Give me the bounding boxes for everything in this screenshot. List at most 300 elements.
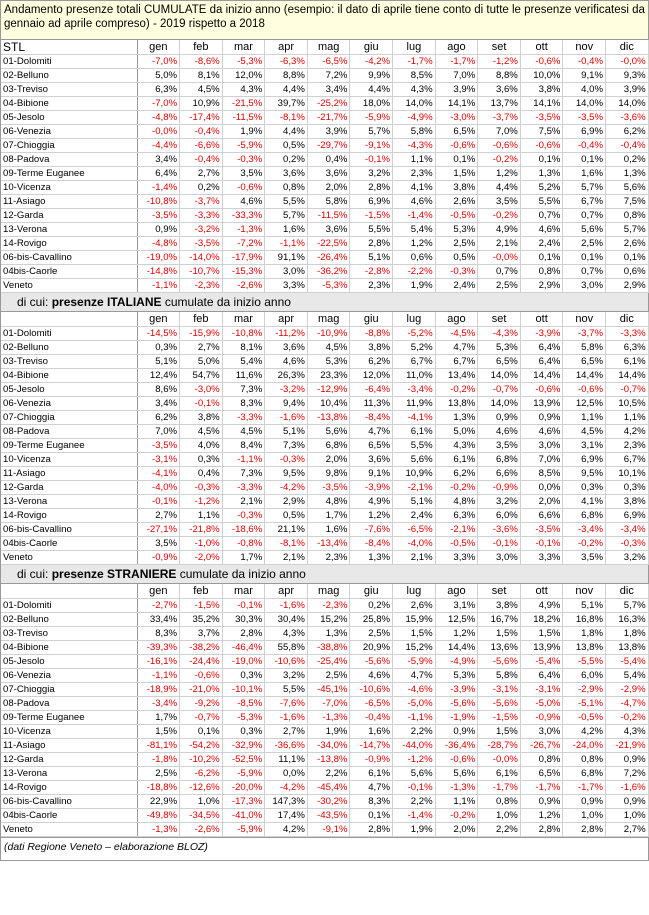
value-cell: -6,5% bbox=[307, 55, 350, 69]
value-cell: 3,0% bbox=[563, 279, 606, 293]
value-cell: -0,8% bbox=[222, 537, 265, 551]
value-cell: -4,6% bbox=[393, 683, 436, 697]
value-cell: -0,6% bbox=[520, 139, 563, 153]
value-cell: -1,5% bbox=[350, 209, 393, 223]
value-cell: 1,6% bbox=[307, 523, 350, 537]
row-label: 04-Bibione bbox=[1, 97, 137, 111]
value-cell: 6,4% bbox=[520, 669, 563, 683]
value-cell: -9,1% bbox=[350, 139, 393, 153]
value-cell: 54,7% bbox=[180, 369, 223, 383]
value-cell: 4,9% bbox=[350, 495, 393, 509]
table-row bbox=[1, 209, 648, 223]
table-row bbox=[1, 83, 648, 97]
value-cell: -2,1% bbox=[435, 523, 478, 537]
value-cell: -54,2% bbox=[180, 739, 223, 753]
value-cell: -5,9% bbox=[222, 139, 265, 153]
value-cell: 2,7% bbox=[606, 823, 649, 837]
value-cell: -0,4% bbox=[606, 139, 649, 153]
value-cell: -1,4% bbox=[393, 209, 436, 223]
table-row bbox=[1, 725, 648, 739]
value-cell: 1,2% bbox=[393, 237, 436, 251]
value-cell: 9,8% bbox=[307, 467, 350, 481]
value-cell: 4,8% bbox=[307, 495, 350, 509]
value-cell: 5,4% bbox=[222, 355, 265, 369]
value-cell: 15,2% bbox=[393, 641, 436, 655]
row-label: 12-Garda bbox=[1, 481, 137, 495]
value-cell: 4,5% bbox=[180, 425, 223, 439]
value-cell: 9,5% bbox=[265, 467, 308, 481]
value-cell: -5,0% bbox=[393, 697, 436, 711]
value-cell: -3,7% bbox=[180, 195, 223, 209]
value-cell: -13,8% bbox=[307, 411, 350, 425]
value-cell: -0,6% bbox=[222, 181, 265, 195]
value-cell: 6,4% bbox=[520, 355, 563, 369]
value-cell: -81,1% bbox=[137, 739, 180, 753]
value-cell: 4,7% bbox=[350, 781, 393, 795]
value-cell: -5,5% bbox=[563, 655, 606, 669]
value-cell: 0,3% bbox=[222, 669, 265, 683]
table-row bbox=[1, 251, 648, 265]
value-cell: -7,0% bbox=[307, 697, 350, 711]
value-cell: 5,2% bbox=[520, 181, 563, 195]
value-cell: 3,6% bbox=[307, 223, 350, 237]
value-cell: 18,0% bbox=[350, 97, 393, 111]
value-cell: -0,9% bbox=[478, 481, 521, 495]
value-cell: 4,9% bbox=[520, 599, 563, 613]
value-cell: 8,3% bbox=[350, 795, 393, 809]
value-cell: -24,0% bbox=[563, 739, 606, 753]
value-cell: 1,6% bbox=[265, 223, 308, 237]
value-cell: -0,4% bbox=[180, 153, 223, 167]
value-cell: -1,7% bbox=[393, 55, 436, 69]
value-cell: -34,0% bbox=[307, 739, 350, 753]
value-cell: 4,8% bbox=[435, 495, 478, 509]
value-cell: 6,5% bbox=[350, 439, 393, 453]
value-cell: 3,8% bbox=[350, 341, 393, 355]
value-cell: -0,6% bbox=[478, 139, 521, 153]
value-cell: -1,6% bbox=[265, 411, 308, 425]
table-row bbox=[1, 823, 648, 837]
table-row bbox=[1, 537, 648, 551]
value-cell: 8,3% bbox=[137, 627, 180, 641]
row-label: 01-Dolomiti bbox=[1, 599, 137, 613]
value-cell: 7,2% bbox=[307, 69, 350, 83]
value-cell: -3,7% bbox=[478, 111, 521, 125]
value-cell: 0,1% bbox=[606, 251, 649, 265]
value-cell: 6,6% bbox=[478, 467, 521, 481]
value-cell: -0,5% bbox=[435, 209, 478, 223]
value-cell: 5,4% bbox=[393, 223, 436, 237]
section-title bbox=[1, 293, 648, 312]
value-cell: 5,0% bbox=[435, 425, 478, 439]
value-cell: 5,1% bbox=[393, 495, 436, 509]
value-cell: -3,2% bbox=[180, 223, 223, 237]
value-cell: 6,2% bbox=[137, 411, 180, 425]
value-cell: -0,1% bbox=[520, 537, 563, 551]
value-cell: -25,2% bbox=[307, 97, 350, 111]
value-cell: 2,8% bbox=[520, 823, 563, 837]
value-cell: -10,2% bbox=[180, 753, 223, 767]
value-cell: 5,7% bbox=[350, 125, 393, 139]
value-cell: 17,4% bbox=[265, 809, 308, 823]
value-cell: 6,3% bbox=[137, 83, 180, 97]
value-cell: 3,6% bbox=[307, 167, 350, 181]
value-cell: 7,5% bbox=[606, 195, 649, 209]
value-cell: 4,2% bbox=[265, 823, 308, 837]
value-cell: -10,8% bbox=[137, 195, 180, 209]
section-prefix: di cui: bbox=[17, 295, 52, 309]
value-cell: 2,5% bbox=[563, 237, 606, 251]
month-header: lug bbox=[393, 40, 436, 55]
value-cell: 4,4% bbox=[350, 83, 393, 97]
value-cell: -1,9% bbox=[435, 711, 478, 725]
value-cell: 4,0% bbox=[563, 83, 606, 97]
month-header: ott bbox=[520, 40, 563, 55]
value-cell: -3,9% bbox=[520, 327, 563, 341]
value-cell: -4,0% bbox=[137, 481, 180, 495]
value-cell: -52,5% bbox=[222, 753, 265, 767]
value-cell: -1,5% bbox=[478, 711, 521, 725]
value-cell: 8,3% bbox=[222, 397, 265, 411]
value-cell: 5,1% bbox=[350, 251, 393, 265]
header-label bbox=[1, 312, 137, 327]
value-cell: -32,9% bbox=[222, 739, 265, 753]
table-row bbox=[1, 153, 648, 167]
table-row bbox=[1, 753, 648, 767]
section-emphasis: presenze ITALIANE bbox=[51, 295, 162, 309]
value-cell: -0,1% bbox=[180, 397, 223, 411]
value-cell: 4,0% bbox=[180, 439, 223, 453]
value-cell: 1,5% bbox=[435, 167, 478, 181]
table-row bbox=[1, 167, 648, 181]
value-cell: 6,8% bbox=[478, 453, 521, 467]
row-label: 10-Vicenza bbox=[1, 453, 137, 467]
value-cell: 9,1% bbox=[350, 467, 393, 481]
value-cell: -3,0% bbox=[180, 383, 223, 397]
value-cell: 7,3% bbox=[222, 467, 265, 481]
table-row bbox=[1, 453, 648, 467]
value-cell: 8,4% bbox=[222, 439, 265, 453]
value-cell: 5,1% bbox=[563, 599, 606, 613]
table-row bbox=[1, 139, 648, 153]
value-cell: -1,2% bbox=[180, 495, 223, 509]
value-cell: -5,1% bbox=[563, 697, 606, 711]
value-cell: 0,9% bbox=[478, 411, 521, 425]
value-cell: 1,8% bbox=[606, 627, 649, 641]
table-row bbox=[1, 467, 648, 481]
value-cell: -0,5% bbox=[435, 537, 478, 551]
value-cell: -0,1% bbox=[137, 495, 180, 509]
row-label: 06-Venezia bbox=[1, 397, 137, 411]
value-cell: 9,3% bbox=[606, 69, 649, 83]
value-cell: 0,7% bbox=[520, 209, 563, 223]
value-cell: -14,0% bbox=[180, 251, 223, 265]
value-cell: 8,8% bbox=[478, 69, 521, 83]
value-cell: -0,9% bbox=[137, 551, 180, 565]
value-cell: -18,9% bbox=[137, 683, 180, 697]
value-cell: -8,6% bbox=[180, 55, 223, 69]
value-cell: 4,3% bbox=[393, 83, 436, 97]
table-row bbox=[1, 341, 648, 355]
value-cell: 6,2% bbox=[606, 125, 649, 139]
month-header: mag bbox=[307, 40, 350, 55]
value-cell: 14,4% bbox=[606, 369, 649, 383]
value-cell: 3,9% bbox=[307, 125, 350, 139]
value-cell: 13,4% bbox=[435, 369, 478, 383]
value-cell: -0,4% bbox=[563, 139, 606, 153]
value-cell: 5,3% bbox=[307, 355, 350, 369]
value-cell: 0,7% bbox=[478, 265, 521, 279]
value-cell: 3,8% bbox=[478, 599, 521, 613]
value-cell: -5,9% bbox=[222, 767, 265, 781]
value-cell: 0,8% bbox=[520, 265, 563, 279]
value-cell: 5,3% bbox=[435, 669, 478, 683]
value-cell: -3,5% bbox=[137, 209, 180, 223]
value-cell: 5,2% bbox=[393, 341, 436, 355]
value-cell: 4,5% bbox=[222, 425, 265, 439]
value-cell: 3,8% bbox=[606, 495, 649, 509]
value-cell: 0,4% bbox=[180, 467, 223, 481]
data-table bbox=[1, 40, 649, 837]
table-row bbox=[1, 237, 648, 251]
value-cell: -0,3% bbox=[180, 481, 223, 495]
value-cell: 3,0% bbox=[520, 439, 563, 453]
value-cell: 2,0% bbox=[435, 823, 478, 837]
value-cell: -24,4% bbox=[180, 655, 223, 669]
value-cell: 12,0% bbox=[222, 69, 265, 83]
table-row bbox=[1, 69, 648, 83]
value-cell: -2,9% bbox=[606, 683, 649, 697]
value-cell: -5,2% bbox=[393, 327, 436, 341]
value-cell: -16,1% bbox=[137, 655, 180, 669]
value-cell: 3,1% bbox=[563, 439, 606, 453]
value-cell: 4,3% bbox=[606, 725, 649, 739]
value-cell: -1,1% bbox=[222, 453, 265, 467]
value-cell: -15,9% bbox=[180, 327, 223, 341]
row-label: 08-Padova bbox=[1, 153, 137, 167]
value-cell: 3,6% bbox=[478, 83, 521, 97]
value-cell: -4,1% bbox=[137, 467, 180, 481]
value-cell: 33,4% bbox=[137, 613, 180, 627]
value-cell: 3,4% bbox=[137, 153, 180, 167]
value-cell: 0,2% bbox=[180, 181, 223, 195]
value-cell: 2,1% bbox=[478, 237, 521, 251]
month-header: feb bbox=[180, 584, 223, 599]
value-cell: -4,3% bbox=[478, 327, 521, 341]
value-cell: 13,9% bbox=[520, 397, 563, 411]
value-cell: 6,2% bbox=[350, 355, 393, 369]
month-header-row bbox=[1, 584, 648, 599]
value-cell: 6,4% bbox=[520, 341, 563, 355]
table-row bbox=[1, 125, 648, 139]
value-cell: 2,0% bbox=[307, 181, 350, 195]
value-cell: -1,3% bbox=[307, 711, 350, 725]
value-cell: -0,0% bbox=[606, 55, 649, 69]
table-row bbox=[1, 683, 648, 697]
row-label: 07-Chioggia bbox=[1, 683, 137, 697]
value-cell: 2,7% bbox=[265, 725, 308, 739]
value-cell: 0,1% bbox=[520, 251, 563, 265]
table-row bbox=[1, 641, 648, 655]
table-row bbox=[1, 481, 648, 495]
value-cell: 2,2% bbox=[393, 795, 436, 809]
value-cell: 1,7% bbox=[222, 551, 265, 565]
value-cell: 4,4% bbox=[265, 125, 308, 139]
month-header: ott bbox=[520, 312, 563, 327]
value-cell: -21,7% bbox=[307, 111, 350, 125]
table-row bbox=[1, 355, 648, 369]
value-cell: -0,7% bbox=[478, 383, 521, 397]
value-cell: -19,0% bbox=[137, 251, 180, 265]
value-cell: 14,0% bbox=[478, 397, 521, 411]
value-cell: 1,5% bbox=[393, 627, 436, 641]
value-cell: -0,3% bbox=[222, 153, 265, 167]
value-cell: 0,7% bbox=[563, 209, 606, 223]
month-header: gen bbox=[137, 312, 180, 327]
value-cell: 4,5% bbox=[307, 341, 350, 355]
value-cell: 2,8% bbox=[563, 823, 606, 837]
value-cell: 3,4% bbox=[137, 397, 180, 411]
value-cell: 2,2% bbox=[393, 725, 436, 739]
value-cell: 14,0% bbox=[563, 97, 606, 111]
value-cell: 3,0% bbox=[478, 551, 521, 565]
value-cell: 2,1% bbox=[265, 551, 308, 565]
table-row bbox=[1, 111, 648, 125]
value-cell: -21,9% bbox=[606, 739, 649, 753]
value-cell: 1,3% bbox=[350, 551, 393, 565]
value-cell: -11,5% bbox=[307, 209, 350, 223]
value-cell: -17,4% bbox=[180, 111, 223, 125]
value-cell: -21,0% bbox=[180, 683, 223, 697]
value-cell: 1,7% bbox=[137, 711, 180, 725]
value-cell: 2,2% bbox=[478, 823, 521, 837]
value-cell: -5,6% bbox=[478, 655, 521, 669]
value-cell: 8,5% bbox=[393, 69, 436, 83]
value-cell: 10,9% bbox=[180, 97, 223, 111]
value-cell: 0,9% bbox=[137, 223, 180, 237]
value-cell: -6,2% bbox=[180, 767, 223, 781]
value-cell: -5,3% bbox=[222, 55, 265, 69]
value-cell: 5,1% bbox=[137, 355, 180, 369]
value-cell: 1,9% bbox=[393, 823, 436, 837]
value-cell: -8,4% bbox=[350, 537, 393, 551]
value-cell: 0,0% bbox=[520, 481, 563, 495]
value-cell: -3,4% bbox=[563, 523, 606, 537]
value-cell: 91,1% bbox=[265, 251, 308, 265]
month-header-row bbox=[1, 40, 648, 55]
value-cell: 2,0% bbox=[307, 453, 350, 467]
row-label: 07-Chioggia bbox=[1, 411, 137, 425]
value-cell: 14,0% bbox=[393, 97, 436, 111]
value-cell: 4,7% bbox=[435, 341, 478, 355]
row-label: 13-Verona bbox=[1, 495, 137, 509]
value-cell: 16,3% bbox=[606, 613, 649, 627]
value-cell: -1,5% bbox=[180, 599, 223, 613]
month-header: lug bbox=[393, 584, 436, 599]
value-cell: -0,0% bbox=[478, 251, 521, 265]
value-cell: -12,9% bbox=[307, 383, 350, 397]
value-cell: 5,5% bbox=[265, 683, 308, 697]
value-cell: 2,3% bbox=[307, 551, 350, 565]
value-cell: 0,2% bbox=[265, 153, 308, 167]
value-cell: -7,0% bbox=[137, 97, 180, 111]
value-cell: 1,6% bbox=[563, 167, 606, 181]
value-cell: 0,3% bbox=[180, 453, 223, 467]
value-cell: 3,2% bbox=[478, 495, 521, 509]
value-cell: -10,1% bbox=[222, 683, 265, 697]
value-cell: 6,1% bbox=[435, 453, 478, 467]
value-cell: 26,3% bbox=[265, 369, 308, 383]
value-cell: -29,7% bbox=[307, 139, 350, 153]
value-cell: 1,6% bbox=[350, 725, 393, 739]
value-cell: -10,6% bbox=[350, 683, 393, 697]
value-cell: 14,0% bbox=[478, 369, 521, 383]
value-cell: 5,8% bbox=[478, 669, 521, 683]
value-cell: -6,4% bbox=[350, 383, 393, 397]
value-cell: -0,5% bbox=[563, 711, 606, 725]
month-header: lug bbox=[393, 312, 436, 327]
value-cell: 4,6% bbox=[222, 195, 265, 209]
value-cell: 4,6% bbox=[520, 425, 563, 439]
row-label: 11-Asiago bbox=[1, 467, 137, 481]
value-cell: -0,9% bbox=[350, 753, 393, 767]
value-cell: 6,5% bbox=[478, 355, 521, 369]
value-cell: 3,5% bbox=[478, 439, 521, 453]
value-cell: 1,2% bbox=[478, 167, 521, 181]
value-cell: -7,2% bbox=[222, 237, 265, 251]
table-row bbox=[1, 195, 648, 209]
value-cell: -0,2% bbox=[606, 711, 649, 725]
value-cell: -1,3% bbox=[137, 823, 180, 837]
value-cell: -1,6% bbox=[265, 711, 308, 725]
value-cell: 30,3% bbox=[222, 613, 265, 627]
value-cell: 2,5% bbox=[307, 669, 350, 683]
value-cell: -4,3% bbox=[393, 139, 436, 153]
value-cell: -26,4% bbox=[307, 251, 350, 265]
value-cell: -2,3% bbox=[307, 599, 350, 613]
month-header: nov bbox=[563, 584, 606, 599]
row-label: 12-Garda bbox=[1, 209, 137, 223]
value-cell: 13,6% bbox=[478, 641, 521, 655]
value-cell: -1,6% bbox=[265, 599, 308, 613]
row-label: 12-Garda bbox=[1, 753, 137, 767]
value-cell: -3,6% bbox=[606, 111, 649, 125]
table-row bbox=[1, 655, 648, 669]
section-suffix: cumulate da inizio anno bbox=[176, 567, 306, 581]
value-cell: 4,6% bbox=[265, 355, 308, 369]
value-cell: -0,3% bbox=[222, 509, 265, 523]
table-row bbox=[1, 55, 648, 69]
value-cell: 20,9% bbox=[350, 641, 393, 655]
value-cell: 5,3% bbox=[435, 223, 478, 237]
value-cell: 10,1% bbox=[606, 467, 649, 481]
value-cell: -0,1% bbox=[350, 153, 393, 167]
value-cell: 23,3% bbox=[307, 369, 350, 383]
value-cell: 6,7% bbox=[393, 355, 436, 369]
value-cell: 2,7% bbox=[180, 341, 223, 355]
value-cell: 5,6% bbox=[563, 223, 606, 237]
value-cell: 2,9% bbox=[520, 279, 563, 293]
row-label: 05-Jesolo bbox=[1, 111, 137, 125]
row-label: 14-Rovigo bbox=[1, 509, 137, 523]
month-header: giu bbox=[350, 40, 393, 55]
row-label: 02-Belluno bbox=[1, 69, 137, 83]
value-cell: -11,2% bbox=[265, 327, 308, 341]
row-label: 11-Asiago bbox=[1, 739, 137, 753]
value-cell: -46,4% bbox=[222, 641, 265, 655]
value-cell: -12,6% bbox=[180, 781, 223, 795]
value-cell: 4,2% bbox=[606, 425, 649, 439]
